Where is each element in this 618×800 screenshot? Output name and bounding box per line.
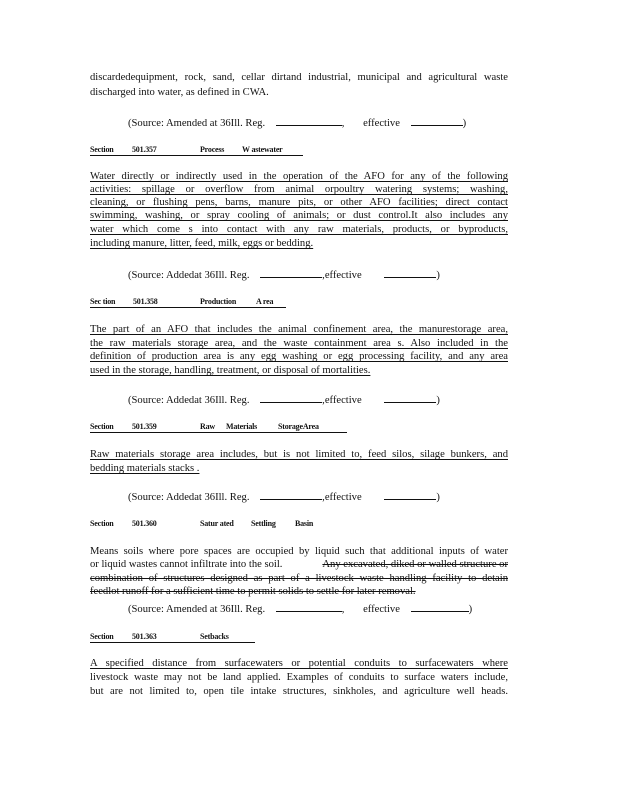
section-text: The part of an AFO that includes the animal confinement area, the manurestorage area, (90, 324, 508, 335)
section-text: definition of production area is any egg washing or egg processing facility, and any area (90, 351, 508, 362)
section-text: livestock waste may not be land applied. Examples of conduits to surface waters include, (90, 672, 508, 683)
section-text-mixed: or liquid wastes cannot infiltrate into the soil. Any excavated, diked or walled structure or (90, 559, 508, 570)
blank-field (276, 116, 342, 126)
section-text: swimming, washing, or spray cooling of animals; or dust control.It also includes any (90, 210, 508, 221)
blank-field (384, 393, 436, 403)
intro-line-2: discharged into water, as defined in CWA. (90, 87, 269, 98)
source-line: (Source: Amended at 36Ill. Reg. , effective ) (128, 118, 467, 129)
section-text: but are not limited to, open tile intake structures, sinkholes, and agriculture well heads. (90, 686, 508, 697)
blank-field (411, 116, 463, 126)
source-line: (Source: Amended at 36Ill. Reg. , effective ) (128, 604, 473, 615)
struck-text: Any excavated, diked or walled structure or (322, 559, 508, 570)
blank-field (260, 490, 322, 500)
section-text: water which come s into contact with any raw materials, products, or byproducts, (90, 224, 508, 235)
blank-field (260, 393, 322, 403)
intro-line-1: discardedequipment, rock, sand, cellar dirtand industrial, municipal and agricultural waste (90, 72, 508, 83)
section-text: used in the storage, handling, treatment, or disposal of mortalities. (90, 365, 371, 376)
section-text: activities: spillage or overflow from animal orpoultry watering systems; washing, (90, 184, 508, 195)
blank-field (384, 268, 436, 278)
blank-field (260, 268, 322, 278)
section-text: A specified distance from surfacewaters or potential conduits to surfacewaters where (90, 658, 508, 669)
section-text: Means soils where pore spaces are occupied by liquid such that additional inputs of water (90, 546, 508, 557)
source-line: (Source: Addedat 36Ill. Reg. ,effective ) (128, 395, 440, 406)
section-text: bedding materials stacks . (90, 463, 200, 474)
source-line: (Source: Addedat 36Ill. Reg. ,effective ) (128, 270, 440, 281)
source-line: (Source: Addedat 36Ill. Reg. ,effective ) (128, 492, 440, 503)
blank-field (276, 602, 342, 612)
blank-field (411, 602, 469, 612)
struck-text: combination of structures designed as part of a livestock waste handling facility to detain (90, 573, 508, 584)
section-text: Raw materials storage area includes, but is not limited to, feed silos, silage bunkers, and (90, 449, 508, 460)
section-text: including manure, litter, feed, milk, eggs or bedding. (90, 238, 314, 249)
blank-field (384, 490, 436, 500)
section-text: cleaning, or flushing pens, barns, manure pits, or other AFO facilities; direct contact (90, 197, 508, 208)
struck-text: feedlot runoff for a sufficient time to permit solids to settle for later removal. (90, 586, 416, 597)
section-text: Water directly or indirectly used in the operation of the AFO for any of the following (90, 171, 508, 182)
section-text: the raw materials storage area, and the waste containment area s. Also included in the (90, 338, 508, 349)
